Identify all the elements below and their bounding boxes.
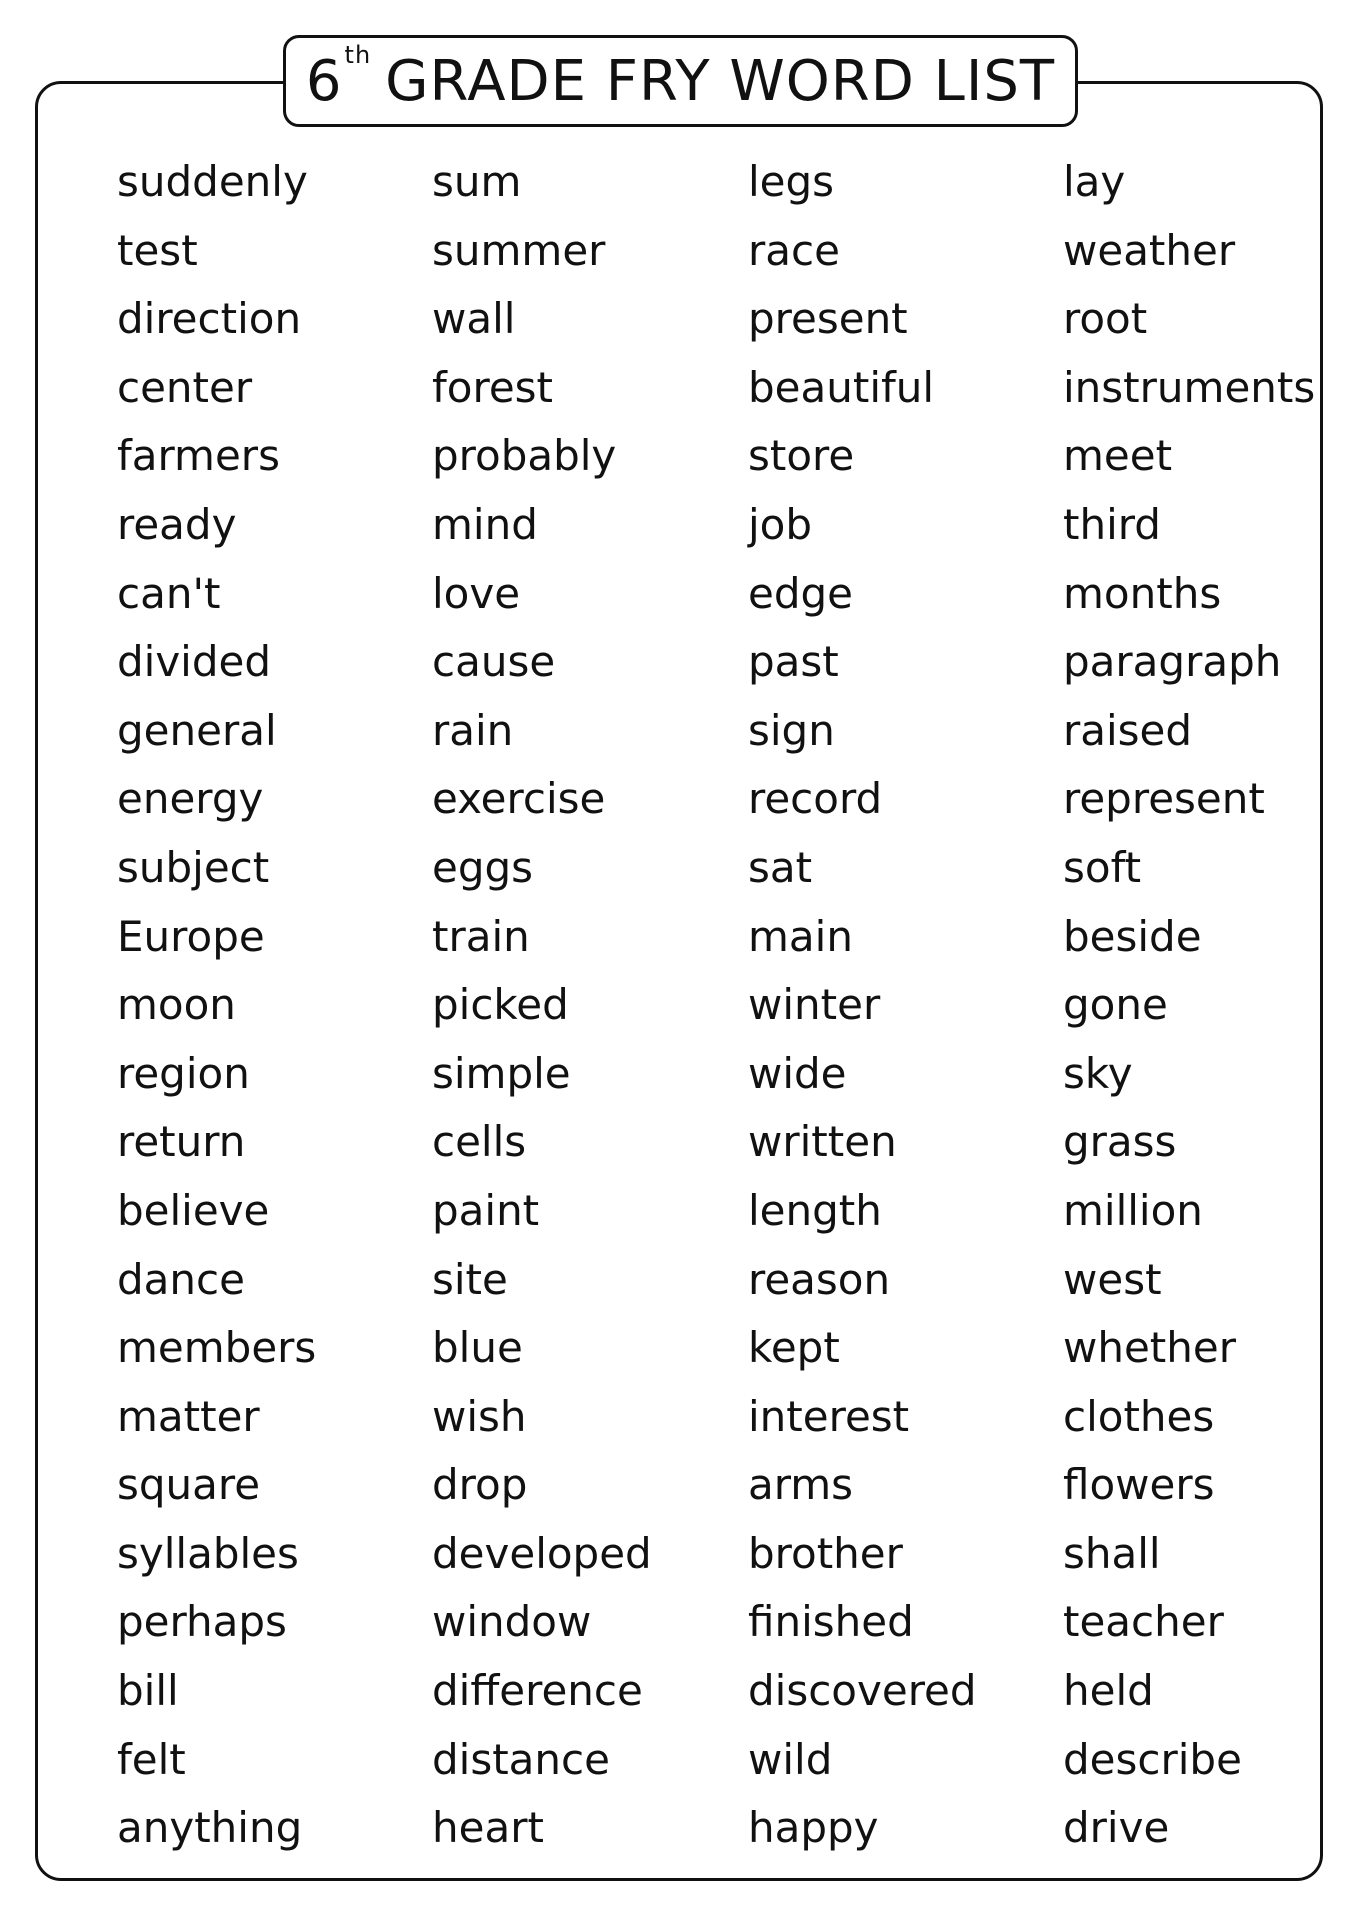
word-item: drive bbox=[1063, 1803, 1170, 1853]
word-item: west bbox=[1063, 1254, 1162, 1304]
word-item: past bbox=[748, 637, 839, 687]
word-item: felt bbox=[117, 1734, 186, 1784]
word-item: train bbox=[432, 911, 530, 961]
word-item: eggs bbox=[432, 842, 534, 892]
word-item: members bbox=[117, 1323, 317, 1373]
word-item: instruments bbox=[1063, 362, 1316, 412]
word-item: lay bbox=[1063, 157, 1126, 206]
word-item: brother bbox=[748, 1528, 903, 1578]
word-item: job bbox=[748, 499, 813, 549]
word-item: sat bbox=[748, 842, 813, 892]
word-item: probably bbox=[432, 431, 617, 481]
word-item: summer bbox=[432, 225, 606, 275]
word-item: million bbox=[1063, 1185, 1203, 1235]
word-item: window bbox=[432, 1597, 592, 1647]
word-item: site bbox=[432, 1254, 508, 1304]
word-item: discovered bbox=[748, 1666, 977, 1716]
word-item: interest bbox=[748, 1391, 910, 1441]
title-grade-number: 6 bbox=[305, 48, 343, 114]
word-item: wide bbox=[748, 1048, 847, 1098]
word-item: describe bbox=[1063, 1734, 1242, 1784]
word-item: weather bbox=[1063, 225, 1236, 275]
title-ordinal-suffix: th bbox=[344, 41, 372, 69]
word-item: Europe bbox=[117, 911, 265, 961]
word-item: raised bbox=[1063, 705, 1193, 755]
word-item: teacher bbox=[1063, 1597, 1224, 1647]
word-item: exercise bbox=[432, 774, 606, 824]
word-item: root bbox=[1063, 294, 1148, 344]
word-item: subject bbox=[117, 842, 270, 892]
word-item: happy bbox=[748, 1803, 879, 1853]
word-item: square bbox=[117, 1460, 261, 1510]
word-item: grass bbox=[1063, 1117, 1177, 1167]
word-item: record bbox=[748, 774, 883, 824]
word-item: clothes bbox=[1063, 1391, 1215, 1441]
word-item: center bbox=[117, 362, 253, 412]
word-item: matter bbox=[117, 1391, 260, 1441]
word-item: mind bbox=[432, 499, 538, 549]
word-item: believe bbox=[117, 1185, 270, 1235]
word-item: reason bbox=[748, 1254, 891, 1304]
word-item: drop bbox=[432, 1460, 528, 1510]
word-item: present bbox=[748, 294, 908, 344]
word-item: region bbox=[117, 1048, 250, 1098]
word-item: sign bbox=[748, 705, 835, 755]
word-item: soft bbox=[1063, 842, 1142, 892]
word-item: winter bbox=[748, 980, 881, 1030]
word-item: store bbox=[748, 431, 855, 481]
word-item: return bbox=[117, 1117, 246, 1167]
word-item: edge bbox=[748, 568, 853, 618]
word-item: held bbox=[1063, 1666, 1154, 1716]
word-item: sum bbox=[432, 157, 522, 206]
word-item: farmers bbox=[117, 431, 280, 481]
word-item: syllables bbox=[117, 1528, 299, 1578]
word-item: developed bbox=[432, 1528, 652, 1578]
word-item: picked bbox=[432, 980, 569, 1030]
word-item: sky bbox=[1063, 1048, 1133, 1098]
word-column-1 bbox=[117, 152, 316, 1867]
word-item: difference bbox=[432, 1666, 643, 1716]
word-item: love bbox=[432, 568, 521, 618]
word-item: legs bbox=[748, 157, 835, 206]
word-item: test bbox=[117, 225, 198, 275]
word-item: race bbox=[748, 225, 840, 275]
word-item: flowers bbox=[1063, 1460, 1215, 1510]
word-item: gone bbox=[1063, 980, 1168, 1030]
word-column-2 bbox=[432, 152, 652, 1867]
word-item: wall bbox=[432, 294, 516, 344]
word-item: bill bbox=[117, 1666, 179, 1716]
word-item: third bbox=[1063, 499, 1161, 549]
word-item: blue bbox=[432, 1323, 523, 1373]
word-column-3 bbox=[748, 152, 977, 1867]
word-item: moon bbox=[117, 980, 236, 1030]
word-item: months bbox=[1063, 568, 1222, 618]
word-item: divided bbox=[117, 637, 272, 687]
word-item: heart bbox=[432, 1803, 544, 1853]
word-item: wild bbox=[748, 1734, 833, 1784]
word-item: kept bbox=[748, 1323, 840, 1373]
word-item: length bbox=[748, 1185, 882, 1235]
word-item: ready bbox=[117, 499, 237, 549]
word-item: cause bbox=[432, 637, 556, 687]
word-item: dance bbox=[117, 1254, 245, 1304]
word-item: cells bbox=[432, 1117, 527, 1167]
word-item: general bbox=[117, 705, 277, 755]
word-item: written bbox=[748, 1117, 897, 1167]
word-item: beside bbox=[1063, 911, 1202, 961]
word-column-4 bbox=[1063, 152, 1315, 1867]
word-item: arms bbox=[748, 1460, 854, 1510]
word-item: represent bbox=[1063, 774, 1265, 824]
title-text: GRADE FRY WORD LIST bbox=[385, 48, 1056, 114]
word-item: can't bbox=[117, 568, 221, 618]
word-item: shall bbox=[1063, 1528, 1161, 1578]
word-item: perhaps bbox=[117, 1597, 287, 1647]
word-item: suddenly bbox=[117, 157, 308, 206]
word-item: distance bbox=[432, 1734, 610, 1784]
word-item: paint bbox=[432, 1185, 540, 1235]
word-item: wish bbox=[432, 1391, 527, 1441]
word-item: energy bbox=[117, 774, 264, 824]
word-item: simple bbox=[432, 1048, 571, 1098]
word-item: forest bbox=[432, 362, 554, 412]
word-item: rain bbox=[432, 705, 514, 755]
word-item: beautiful bbox=[748, 362, 935, 412]
word-item: direction bbox=[117, 294, 302, 344]
word-item: whether bbox=[1063, 1323, 1237, 1373]
word-item: finished bbox=[748, 1597, 914, 1647]
word-item: main bbox=[748, 911, 853, 961]
word-item: paragraph bbox=[1063, 637, 1282, 687]
word-item: meet bbox=[1063, 431, 1173, 481]
word-item: anything bbox=[117, 1803, 303, 1853]
